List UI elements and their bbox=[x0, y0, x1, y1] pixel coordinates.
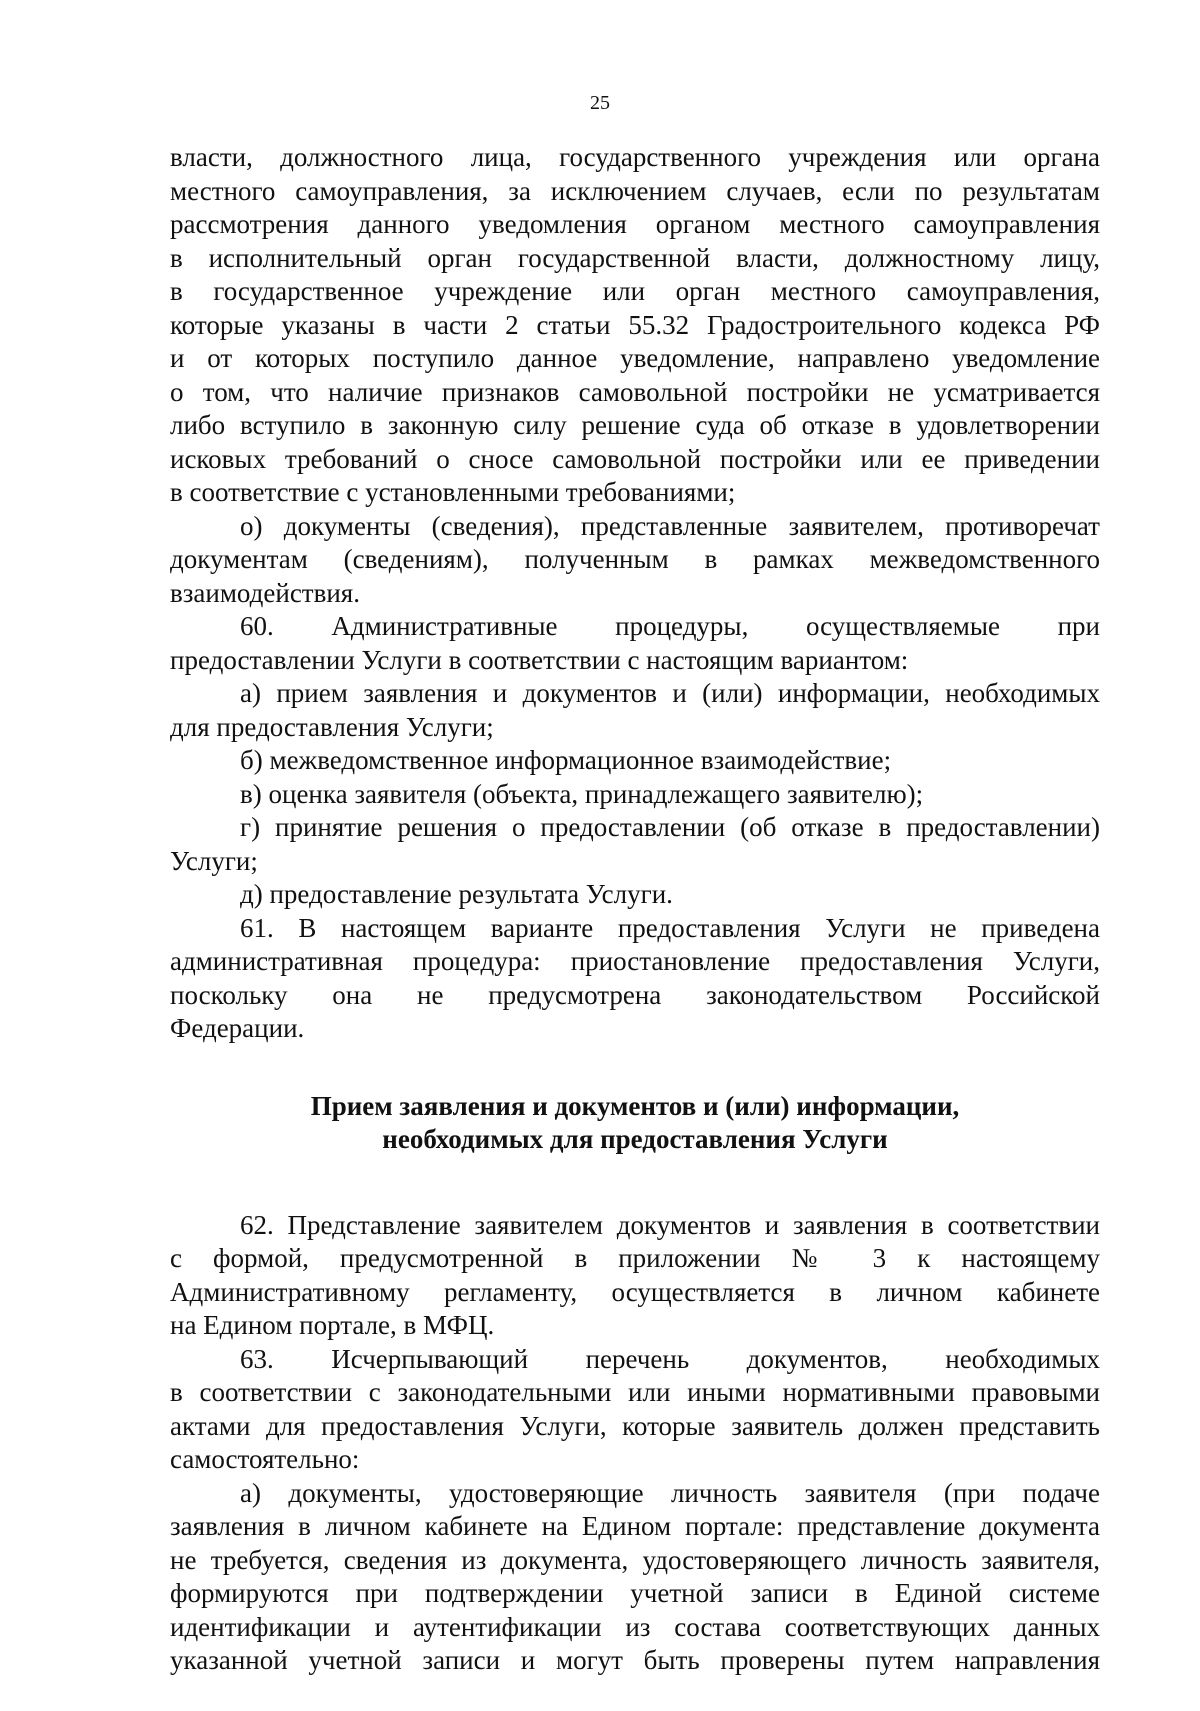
text-line: г) принятие решения о предоставлении (об отказе в предоставлении) bbox=[240, 812, 1100, 842]
text-line: местного самоуправления, за исключением случаев, если по результатам bbox=[170, 175, 1100, 206]
text-line: с формой, предусмотренной в приложении № 3 к настоящему bbox=[170, 1243, 1100, 1273]
text-line: на Едином портале, в МФЦ. bbox=[170, 1310, 495, 1340]
text-line: 60. Административные процедуры, осуществляемые при bbox=[240, 611, 1100, 641]
text-line: а) документы, удостоверяющие личность заявителя (при подаче bbox=[240, 1477, 1100, 1508]
text-line: 61. В настоящем варианте предоставления Услуги не приведена bbox=[240, 912, 1100, 943]
text-line: самостоятельно: bbox=[170, 1444, 360, 1474]
document-body bbox=[170, 141, 1100, 1678]
text-line: в соответствии с законодательными или иными нормативными правовыми bbox=[170, 1377, 1100, 1407]
text-line: д) предоставление результата Услуги. bbox=[240, 879, 673, 909]
text-line: поскольку она не предусмотрена законодательством Российской bbox=[170, 979, 1100, 1010]
text-line: заявления в личном кабинете на Едином портале: представление документа bbox=[170, 1511, 1100, 1541]
text-line: в соответствие с установленными требованиями; bbox=[170, 477, 736, 507]
text-line: власти, должностного лица, государственного учреждения или органа bbox=[170, 142, 1100, 172]
text-line: в государственное учреждение или орган местного самоуправления, bbox=[170, 276, 1100, 306]
text-line: о) документы (сведения), представленные заявителем, противоречат bbox=[240, 510, 1100, 541]
text-line: которые указаны в части 2 статьи 55.32 Градостроительного кодекса РФ bbox=[170, 309, 1100, 340]
text-line: формируются при подтверждении учетной записи в Единой системе bbox=[170, 1578, 1100, 1608]
text-line: а) прием заявления и документов и (или) информации, необходимых bbox=[240, 678, 1100, 708]
section-heading-line: Прием заявления и документов и (или) информации, bbox=[310, 1090, 960, 1121]
text-line: предоставлении Услуги в соответствии с настоящим вариантом: bbox=[170, 644, 909, 675]
text-line: не требуется, сведения из документа, удостоверяющего личность заявителя, bbox=[170, 1544, 1100, 1575]
text-line: Услуги; bbox=[170, 845, 258, 876]
text-line: б) межведомственное информационное взаимодействие; bbox=[240, 745, 892, 775]
section-heading-line: необходимых для предоставления Услуги bbox=[382, 1124, 888, 1154]
text-line: о том, что наличие признаков самовольной постройки не усматривается bbox=[170, 376, 1100, 407]
text-line: в) оценка заявителя (объекта, принадлежащего заявителю); bbox=[240, 778, 924, 809]
text-line: взаимодействия. bbox=[170, 577, 360, 608]
text-line: актами для предоставления Услуги, которые заявитель должен представить bbox=[170, 1410, 1100, 1441]
text-line: и от которых поступило данное уведомление, направлено уведомление bbox=[170, 343, 1100, 373]
text-line: указанной учетной записи и могут быть проверены путем направления bbox=[170, 1645, 1100, 1675]
text-line: Административному регламенту, осуществляется в личном кабинете bbox=[170, 1276, 1100, 1307]
text-line: рассмотрения данного уведомления органом местного самоуправления bbox=[170, 209, 1100, 239]
text-line: для предоставления Услуги; bbox=[170, 711, 494, 742]
text-line: идентификации и аутентификации из состава соответствующих данных bbox=[170, 1611, 1100, 1642]
text-line: в исполнительный орган государственной власти, должностному лицу, bbox=[170, 242, 1100, 273]
text-line: 62. Представление заявителем документов и заявления в соответствии bbox=[240, 1209, 1100, 1240]
text-line: 63. Исчерпывающий перечень документов, необходимых bbox=[240, 1343, 1100, 1374]
page-number: 25 bbox=[590, 92, 610, 114]
text-line: исковых требований о сносе самовольной постройки или ее приведении bbox=[170, 443, 1100, 474]
text-line: либо вступило в законную силу решение суда об отказе в удовлетворении bbox=[170, 410, 1100, 440]
text-line: административная процедура: приостановление предоставления Услуги, bbox=[170, 946, 1100, 976]
text-line: Федерации. bbox=[170, 1013, 305, 1043]
text-line: документам (сведениям), полученным в рамках межведомственного bbox=[170, 544, 1100, 574]
